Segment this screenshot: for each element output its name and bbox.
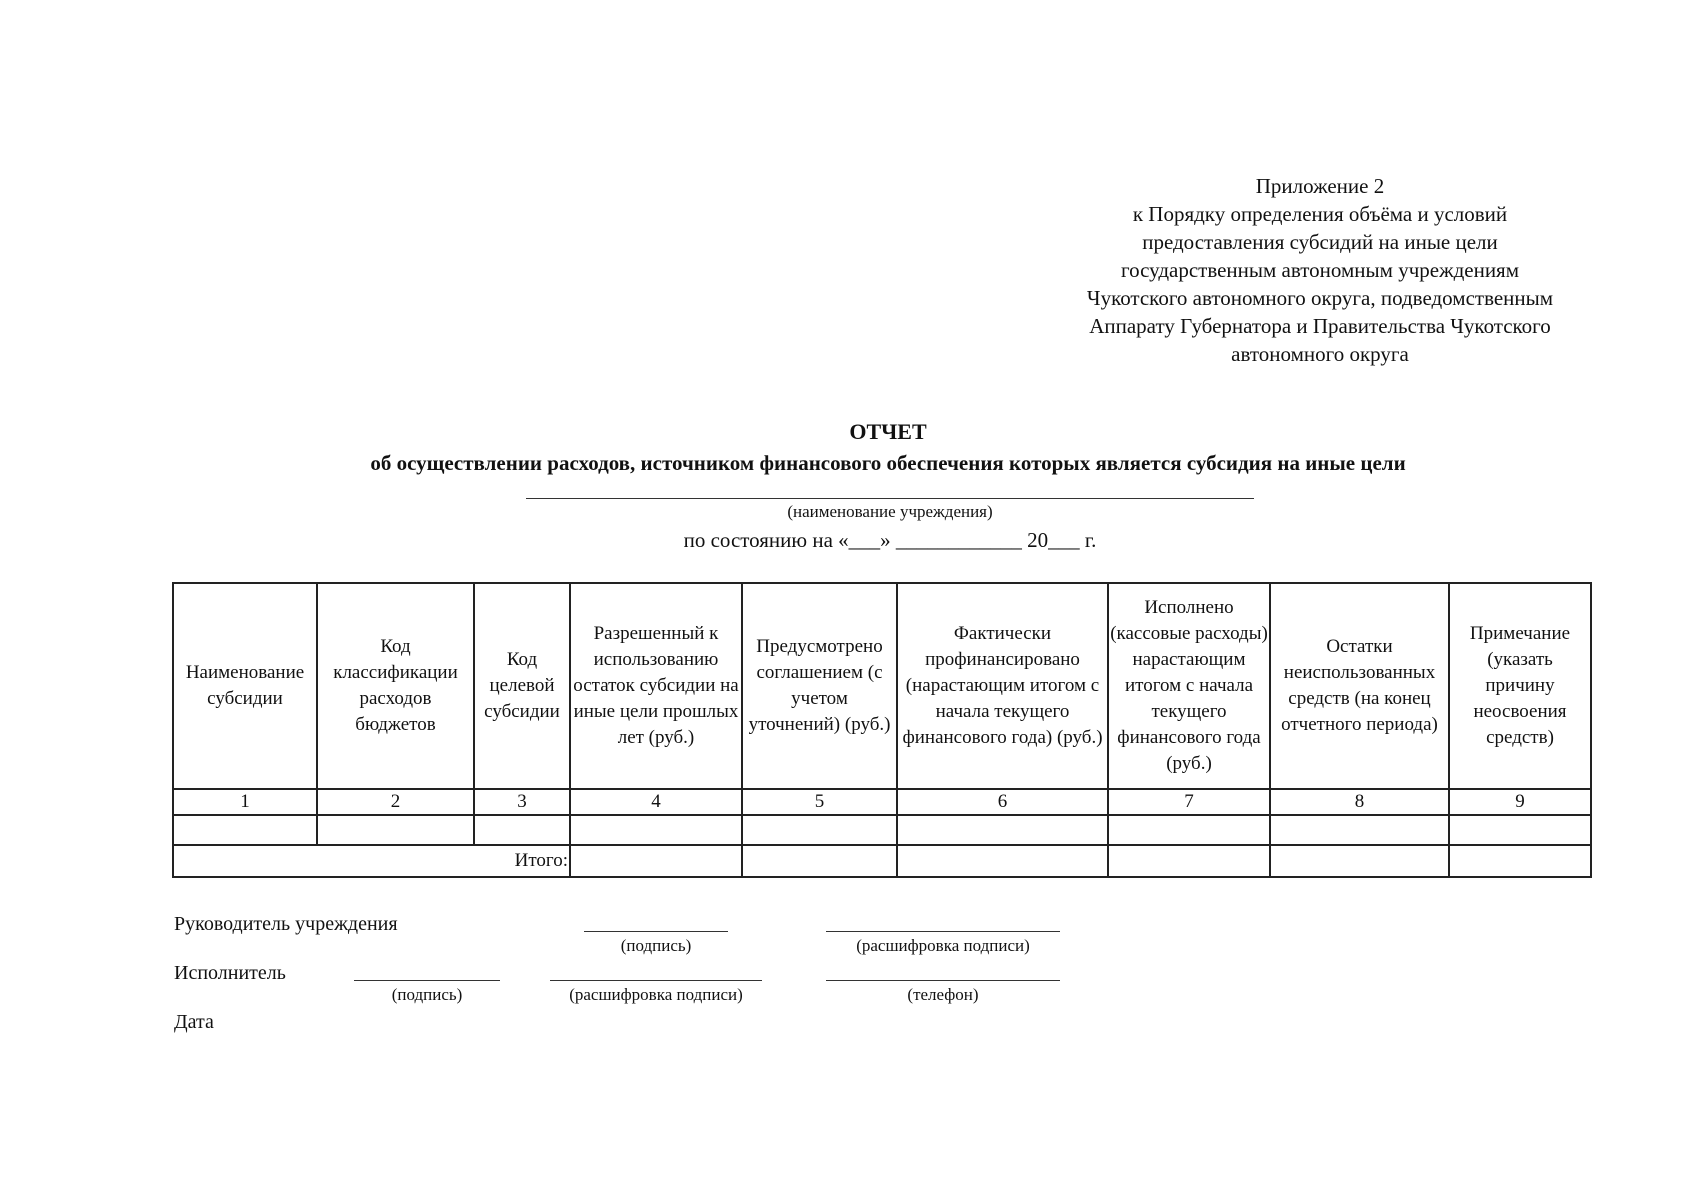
header-cell: Исполнено (кассовые расходы) нарастающим итогом с начала текущего финансового года (руб.) (1108, 583, 1270, 789)
appendix-line: автономного округа (1231, 342, 1409, 366)
executor-signature-line[interactable] (354, 980, 500, 981)
column-number: 2 (317, 789, 474, 815)
executor-decoding-line[interactable] (550, 980, 762, 981)
table-cell[interactable] (897, 815, 1108, 845)
appendix-line: государственным автономным учреждениям (1120, 258, 1520, 282)
table-cell[interactable] (1270, 815, 1449, 845)
column-number-row (173, 789, 1591, 815)
appendix-line: к Порядку определения объёма и условий (1132, 202, 1508, 226)
appendix-line: Чукотского автономного округа, подведомственным (1086, 286, 1554, 310)
table-cell[interactable] (1108, 815, 1270, 845)
head-decoding-caption: (расшифровка подписи) (856, 936, 1030, 955)
header-cell: Наименование субсидии (173, 583, 317, 789)
column-number: 9 (1449, 789, 1591, 815)
header-cell: Код целевой субсидии (474, 583, 570, 789)
table-row (173, 815, 1591, 845)
column-number: 7 (1108, 789, 1270, 815)
executor-signature-caption: (подпись) (391, 985, 463, 1004)
column-number: 6 (897, 789, 1108, 815)
head-signature-line[interactable] (584, 931, 728, 932)
column-number: 3 (474, 789, 570, 815)
column-number: 8 (1270, 789, 1449, 815)
total-row (173, 845, 1591, 877)
appendix-block (1030, 172, 1610, 368)
header-cell: Предусмотрено соглашением (с учетом уточнений) (руб.) (742, 583, 897, 789)
total-cell[interactable] (1270, 845, 1449, 877)
head-signature-caption: (подпись) (620, 936, 692, 955)
column-number: 1 (173, 789, 317, 815)
appendix-line: Приложение 2 (1255, 174, 1385, 198)
appendix-line: предоставления субсидий на иные цели (1142, 230, 1498, 254)
date-label: Дата (174, 1011, 214, 1033)
institution-caption: (наименование учреждения) (787, 502, 993, 521)
table-cell[interactable] (317, 815, 474, 845)
head-decoding-line[interactable] (826, 931, 1060, 932)
report-title: ОТЧЕТ (849, 419, 927, 444)
executor-phone-caption: (телефон) (907, 985, 979, 1004)
appendix-line: Аппарату Губернатора и Правительства Чукотского (1089, 314, 1551, 338)
executor-decoding-caption: (расшифровка подписи) (569, 985, 743, 1004)
table-cell[interactable] (742, 815, 897, 845)
table-cell[interactable] (173, 815, 317, 845)
table-cell[interactable] (570, 815, 742, 845)
executor-label: Исполнитель (174, 962, 286, 984)
header-cell: Примечание (указать причину неосвоения средств) (1449, 583, 1591, 789)
total-label: Итого: (173, 845, 570, 877)
header-cell: Разрешенный к использованию остаток субсидии на иные цели прошлых лет (руб.) (570, 583, 742, 789)
executor-phone-line[interactable] (826, 980, 1060, 981)
table-cell[interactable] (1449, 815, 1591, 845)
column-number: 4 (570, 789, 742, 815)
header-cell: Фактически профинансировано (нарастающим итогом с начала текущего финансового года) (руб.) (897, 583, 1108, 789)
header-cell: Остатки неиспользованных средств (на конец отчетного периода) (1270, 583, 1449, 789)
total-cell[interactable] (570, 845, 742, 877)
head-label: Руководитель учреждения (174, 913, 398, 935)
total-cell[interactable] (1108, 845, 1270, 877)
report-table (172, 582, 1592, 878)
total-cell[interactable] (742, 845, 897, 877)
total-cell[interactable] (897, 845, 1108, 877)
as-of-date: по состоянию на «___» ____________ 20___ г. (683, 528, 1097, 552)
column-number: 5 (742, 789, 897, 815)
table-header-row (173, 583, 1591, 789)
table-cell[interactable] (474, 815, 570, 845)
institution-name-line[interactable] (526, 498, 1254, 499)
header-cell: Код классификации расходов бюджетов (317, 583, 474, 789)
total-cell[interactable] (1449, 845, 1591, 877)
report-subtitle: об осуществлении расходов, источником финансового обеспечения которых является субсидия на иные цели (370, 451, 1406, 475)
